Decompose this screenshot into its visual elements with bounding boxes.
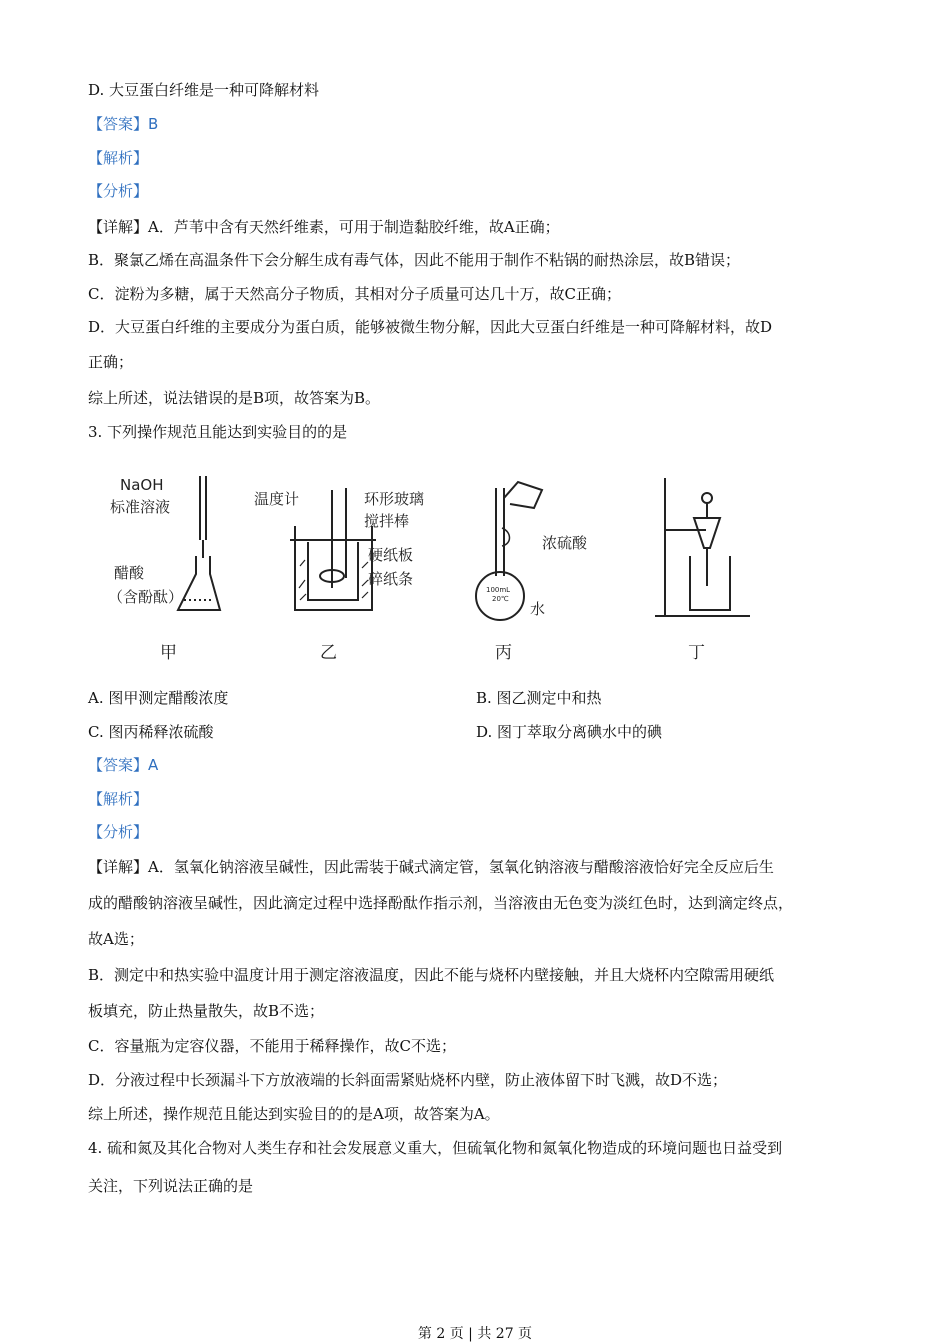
caption-jia: 甲 [160,643,177,663]
naoh-label: NaOH [120,476,164,494]
caption-yi: 乙 [320,643,337,663]
caption-bing: 丙 [495,643,512,663]
flask-volume-label: 100mL [486,586,511,594]
q2-analysis-label: 【解析】 [88,149,149,167]
q3-answer: 【答案】A [88,756,159,774]
q2-fenxi-label: 【分析】 [88,182,149,200]
q2-detail-line-4: D．大豆蛋白纤维的主要成分为蛋白质，能够被微生物分解，因此大豆蛋白纤维是一种可降解材料，故D [88,318,773,336]
q2-detail-line-1: 【详解】A．芦苇中含有天然纤维素，可用于制造黏胶纤维，故A正确； [88,218,560,236]
q3-option-b: B. 图乙测定中和热 [476,689,602,707]
apparatus-diagram [100,468,860,668]
q3-detail-line-3: 故A选； [88,930,144,948]
q3-detail-line-7: D．分液过程中长颈漏斗下方放液端的长斜面需紧贴烧杯内壁，防止液体留下时飞溅，故D不选； [88,1071,728,1089]
q3-detail-line-2: 成的醋酸钠溶液呈碱性，因此滴定过程中选择酚酞作指示剂，当溶液由无色变为淡红色时，达到滴定终点， [88,894,794,912]
flask-temperature-label: 20℃ [492,595,509,603]
q3-option-d: D. 图丁萃取分离碘水中的碘 [476,723,663,741]
q3-apparatus-figure [100,468,860,668]
q3-option-a: A. 图甲测定醋酸浓度 [88,689,229,707]
caption-ding: 丁 [688,643,705,663]
page-footer: 第 2 页 | 共 27 页 [417,1326,533,1342]
q3-detail-line-1: 【详解】A．氢氧化钠溶液呈碱性，因此需装于碱式滴定管，氢氧化钠溶液与醋酸溶液恰好完全反应后生 [88,858,774,876]
q2-summary: 综上所述，说法错误的是B项，故答案为B。 [88,389,381,407]
q3-analysis-label: 【解析】 [88,790,149,808]
q2-detail-line-3: C．淀粉为多糖，属于天然高分子物质，其相对分子质量可达几十万，故C正确； [88,285,621,303]
acetic-acid-label: 醋酸 [114,564,145,582]
standard-solution-label: 标准溶液 [110,498,171,516]
q4-stem-line-1: 4. 硫和氮及其化合物对人类生存和社会发展意义重大，但硫氧化物和氮氧化物造成的环境问题也日益受到 [88,1139,783,1157]
q3-summary: 综上所述，操作规范且能达到实验目的的是A项，故答案为A。 [88,1105,500,1123]
q3-option-c: C. 图丙稀释浓硫酸 [88,723,214,741]
q3-detail-line-4: B．测定中和热实验中温度计用于测定溶液温度，因此不能与烧杯内壁接触，并且大烧杯内空隙需用硬纸 [88,966,775,984]
separatory-funnel-apparatus [655,478,750,616]
water-label: 水 [530,600,546,618]
ring-glass-label: 环形玻璃 [364,490,425,508]
stirrer-label: 搅拌棒 [364,512,410,530]
q3-detail-line-6: C．容量瓶为定容仪器，不能用于稀释操作，故C不选； [88,1037,456,1055]
q3-fenxi-label: 【分析】 [88,823,149,841]
conc-sulfuric-acid-label: 浓硫酸 [542,534,588,552]
cardboard-label: 硬纸板 [368,546,414,564]
q3-stem: 3. 下列操作规范且能达到实验目的的是 [88,423,348,441]
q2-detail-line-5: 正确； [88,353,134,371]
q2-option-d: D. 大豆蛋白纤维是一种可降解材料 [88,81,320,99]
burette-flask-apparatus [178,476,220,610]
q3-detail-line-5: 板填充，防止热量散失，故B不选； [88,1002,325,1020]
thermometer-label: 温度计 [254,490,300,508]
q4-stem-line-2: 关注，下列说法正确的是 [88,1177,254,1195]
q2-answer: 【答案】B [88,115,159,133]
q2-detail-line-2: B．聚氯乙烯在高温条件下会分解生成有毒气体，因此不能用于制作不粘锅的耐热涂层，故B错误； [88,251,741,269]
paper-scraps-label: 碎纸条 [368,570,414,588]
phenolphthalein-label: （含酚酞） [108,588,184,606]
